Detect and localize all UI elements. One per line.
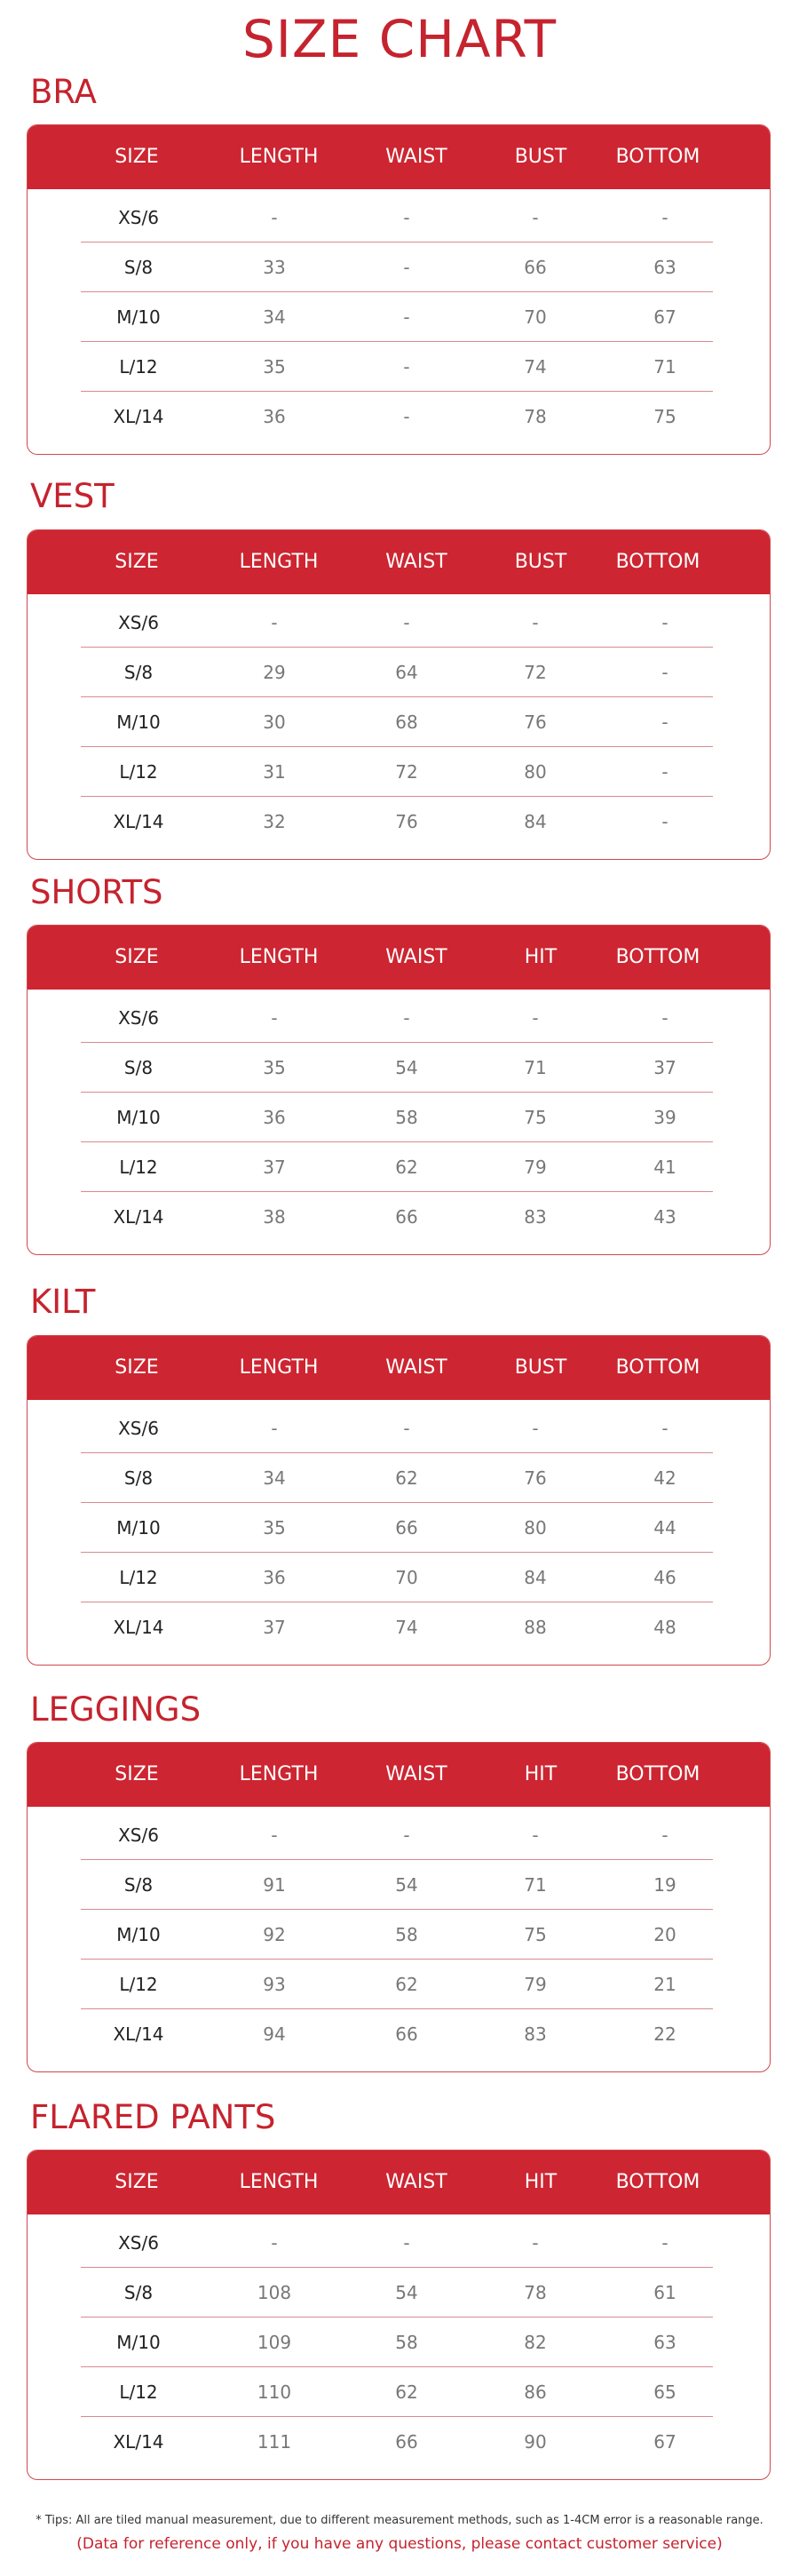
measurement-cell: -: [661, 1418, 668, 1439]
table-row: [28, 2318, 770, 2367]
measurement-cell: -: [661, 1007, 668, 1029]
size-label: XS/6: [118, 1007, 159, 1029]
measurement-cell: 75: [653, 406, 676, 427]
size-label: XL/14: [113, 1206, 164, 1228]
table-row: [28, 1043, 770, 1093]
measurement-cell: 62: [395, 1467, 418, 1489]
column-header: WAIST: [385, 1763, 447, 1785]
measurement-cell: 58: [395, 1107, 418, 1128]
measurement-cell: 31: [263, 761, 286, 783]
size-table: [27, 1335, 771, 1666]
size-label: XS/6: [118, 612, 159, 633]
table-row: [28, 1403, 770, 1453]
table-row: [28, 1142, 770, 1192]
size-label: XL/14: [113, 811, 164, 832]
measurement-cell: 68: [395, 712, 418, 733]
measurement-cell: -: [403, 406, 410, 427]
table-row: [28, 2218, 770, 2268]
column-header: BUST: [514, 551, 567, 573]
measurement-cell: 76: [395, 811, 418, 832]
measurement-cell: 37: [263, 1617, 286, 1638]
measurement-cell: 110: [257, 2381, 292, 2403]
size-label: M/10: [116, 1517, 161, 1538]
measurement-cell: -: [271, 2232, 278, 2254]
measurement-tips: * Tips: All are tiled manual measurement, due to different measurement methods, such as 1-4CM error is a reasonable range.: [36, 2514, 763, 2527]
size-label: S/8: [123, 1057, 154, 1078]
measurement-cell: 22: [653, 2023, 676, 2045]
section-title: FLARED PANTS: [30, 2098, 276, 2136]
measurement-cell: 75: [524, 1107, 547, 1128]
measurement-cell: -: [661, 761, 668, 783]
measurement-cell: 48: [653, 1617, 676, 1638]
measurement-cell: 66: [395, 1206, 418, 1228]
measurement-cell: 46: [653, 1567, 676, 1588]
measurement-cell: 58: [395, 1924, 418, 1945]
size-label: L/12: [119, 1157, 158, 1178]
measurement-cell: 34: [263, 1467, 286, 1489]
column-header: LENGTH: [239, 946, 319, 968]
size-table: [27, 529, 771, 860]
size-label: XS/6: [118, 207, 159, 228]
table-row: [28, 1093, 770, 1142]
section-title: BRA: [30, 73, 97, 111]
measurement-cell: 76: [524, 712, 547, 733]
reference-note: (Data for reference only, if you have any questions, please contact customer service): [76, 2535, 723, 2553]
measurement-cell: 78: [524, 406, 547, 427]
table-row: [28, 1810, 770, 1860]
size-label: M/10: [116, 712, 161, 733]
measurement-cell: 79: [524, 1157, 547, 1178]
measurement-cell: 82: [524, 2332, 547, 2353]
measurement-cell: 54: [395, 1874, 418, 1896]
measurement-cell: -: [271, 1418, 278, 1439]
measurement-cell: 62: [395, 1157, 418, 1178]
table-row: [28, 2009, 770, 2059]
measurement-cell: -: [403, 1418, 410, 1439]
measurement-cell: 74: [524, 356, 547, 378]
column-header: BOTTOM: [615, 2171, 700, 2193]
measurement-cell: 80: [524, 761, 547, 783]
column-header: SIZE: [115, 1356, 159, 1379]
measurement-cell: 65: [653, 2381, 676, 2403]
measurement-cell: 79: [524, 1974, 547, 1995]
table-row: [28, 993, 770, 1043]
section-title: LEGGINGS: [30, 1690, 202, 1729]
column-header: HIT: [524, 946, 558, 968]
measurement-cell: -: [661, 662, 668, 683]
measurement-cell: 66: [395, 2023, 418, 2045]
table-row: [28, 648, 770, 697]
column-header: SIZE: [115, 1763, 159, 1785]
measurement-cell: 41: [653, 1157, 676, 1178]
column-header: WAIST: [385, 2171, 447, 2193]
size-label: XS/6: [118, 1825, 159, 1846]
measurement-cell: -: [271, 612, 278, 633]
measurement-cell: -: [403, 612, 410, 633]
measurement-cell: 76: [524, 1467, 547, 1489]
size-label: XL/14: [113, 2023, 164, 2045]
table-row: [28, 1503, 770, 1553]
measurement-cell: -: [532, 1825, 539, 1846]
measurement-cell: 66: [395, 2431, 418, 2453]
measurement-cell: -: [532, 207, 539, 228]
measurement-cell: -: [403, 1007, 410, 1029]
measurement-cell: 67: [653, 2431, 676, 2453]
table-row: [28, 2367, 770, 2417]
table-header: [28, 926, 770, 990]
measurement-cell: 75: [524, 1924, 547, 1945]
measurement-cell: 64: [395, 662, 418, 683]
measurement-cell: 84: [524, 811, 547, 832]
column-header: WAIST: [385, 1356, 447, 1379]
column-header: BOTTOM: [615, 551, 700, 573]
measurement-cell: 70: [395, 1567, 418, 1588]
section-title: KILT: [30, 1283, 96, 1321]
measurement-cell: 94: [263, 2023, 286, 2045]
measurement-cell: 21: [653, 1974, 676, 1995]
column-header: WAIST: [385, 551, 447, 573]
size-label: M/10: [116, 1107, 161, 1128]
table-row: [28, 2417, 770, 2467]
table-header: [28, 1743, 770, 1807]
column-header: SIZE: [115, 551, 159, 573]
measurement-cell: -: [271, 1007, 278, 1029]
size-label: L/12: [119, 2381, 158, 2403]
measurement-cell: -: [661, 207, 668, 228]
size-label: S/8: [123, 2282, 154, 2303]
measurement-cell: 70: [524, 306, 547, 328]
measurement-cell: -: [661, 612, 668, 633]
measurement-cell: -: [403, 207, 410, 228]
size-table: [27, 124, 771, 455]
size-label: L/12: [119, 356, 158, 378]
size-label: S/8: [123, 257, 154, 278]
size-label: M/10: [116, 2332, 161, 2353]
table-row: [28, 747, 770, 797]
section-title: VEST: [30, 477, 115, 515]
measurement-cell: 90: [524, 2431, 547, 2453]
measurement-cell: 88: [524, 1617, 547, 1638]
measurement-cell: 61: [653, 2282, 676, 2303]
measurement-cell: 36: [263, 1567, 286, 1588]
measurement-cell: 36: [263, 406, 286, 427]
measurement-cell: 71: [524, 1874, 547, 1896]
measurement-cell: -: [532, 612, 539, 633]
column-header: LENGTH: [239, 1763, 319, 1785]
column-header: SIZE: [115, 146, 159, 168]
measurement-cell: -: [271, 1825, 278, 1846]
table-header: [28, 1336, 770, 1400]
measurement-cell: 63: [653, 2332, 676, 2353]
measurement-cell: 33: [263, 257, 286, 278]
measurement-cell: 35: [263, 356, 286, 378]
measurement-cell: 111: [257, 2431, 292, 2453]
size-label: M/10: [116, 306, 161, 328]
measurement-cell: 83: [524, 2023, 547, 2045]
measurement-cell: 93: [263, 1974, 286, 1995]
column-header: LENGTH: [239, 551, 319, 573]
measurement-cell: 71: [653, 356, 676, 378]
page-title: SIZE CHART: [241, 9, 558, 69]
table-header: [28, 530, 770, 594]
table-row: [28, 2268, 770, 2318]
column-header: LENGTH: [239, 146, 319, 168]
table-row: [28, 1910, 770, 1960]
table-row: [28, 697, 770, 747]
size-label: M/10: [116, 1924, 161, 1945]
measurement-cell: 72: [395, 761, 418, 783]
measurement-cell: 78: [524, 2282, 547, 2303]
size-table: [27, 925, 771, 1255]
measurement-cell: 20: [653, 1924, 676, 1945]
measurement-cell: -: [661, 2232, 668, 2254]
measurement-cell: -: [403, 306, 410, 328]
table-row: [28, 1860, 770, 1910]
table-row: [28, 1192, 770, 1242]
measurement-cell: 62: [395, 1974, 418, 1995]
measurement-cell: -: [403, 1825, 410, 1846]
column-header: SIZE: [115, 946, 159, 968]
column-header: BOTTOM: [615, 946, 700, 968]
measurement-cell: 37: [653, 1057, 676, 1078]
column-header: SIZE: [115, 2171, 159, 2193]
measurement-cell: 36: [263, 1107, 286, 1128]
table-row: [28, 1602, 770, 1652]
column-header: BUST: [514, 146, 567, 168]
measurement-cell: -: [532, 2232, 539, 2254]
measurement-cell: 108: [257, 2282, 292, 2303]
column-header: WAIST: [385, 946, 447, 968]
measurement-cell: 63: [653, 257, 676, 278]
measurement-cell: 54: [395, 1057, 418, 1078]
measurement-cell: 29: [263, 662, 286, 683]
size-label: XS/6: [118, 2232, 159, 2254]
size-label: S/8: [123, 662, 154, 683]
table-header: [28, 125, 770, 189]
size-label: XL/14: [113, 2431, 164, 2453]
measurement-cell: 62: [395, 2381, 418, 2403]
column-header: BOTTOM: [615, 1356, 700, 1379]
table-row: [28, 292, 770, 342]
measurement-cell: 43: [653, 1206, 676, 1228]
size-label: S/8: [123, 1467, 154, 1489]
size-label: L/12: [119, 1974, 158, 1995]
section-title: SHORTS: [30, 873, 163, 911]
measurement-cell: 30: [263, 712, 286, 733]
measurement-cell: 54: [395, 2282, 418, 2303]
measurement-cell: 39: [653, 1107, 676, 1128]
column-header: WAIST: [385, 146, 447, 168]
table-row: [28, 193, 770, 242]
table-row: [28, 392, 770, 441]
measurement-cell: 91: [263, 1874, 286, 1896]
measurement-cell: 86: [524, 2381, 547, 2403]
measurement-cell: 34: [263, 306, 286, 328]
measurement-cell: 66: [524, 257, 547, 278]
measurement-cell: 19: [653, 1874, 676, 1896]
measurement-cell: -: [271, 207, 278, 228]
column-header: BOTTOM: [615, 1763, 700, 1785]
measurement-cell: 71: [524, 1057, 547, 1078]
size-label: XS/6: [118, 1418, 159, 1439]
table-row: [28, 242, 770, 292]
size-table: [27, 1742, 771, 2072]
measurement-cell: 72: [524, 662, 547, 683]
column-header: HIT: [524, 2171, 558, 2193]
measurement-cell: 38: [263, 1206, 286, 1228]
column-header: HIT: [524, 1763, 558, 1785]
measurement-cell: 84: [524, 1567, 547, 1588]
measurement-cell: 74: [395, 1617, 418, 1638]
measurement-cell: -: [403, 356, 410, 378]
measurement-cell: 42: [653, 1467, 676, 1489]
size-label: XL/14: [113, 406, 164, 427]
measurement-cell: -: [661, 1825, 668, 1846]
measurement-cell: -: [661, 712, 668, 733]
measurement-cell: 37: [263, 1157, 286, 1178]
table-row: [28, 1960, 770, 2009]
measurement-cell: 67: [653, 306, 676, 328]
column-header: LENGTH: [239, 1356, 319, 1379]
measurement-cell: 109: [257, 2332, 292, 2353]
size-label: S/8: [123, 1874, 154, 1896]
column-header: BOTTOM: [615, 146, 700, 168]
measurement-cell: -: [403, 2232, 410, 2254]
measurement-cell: 58: [395, 2332, 418, 2353]
size-label: L/12: [119, 761, 158, 783]
table-row: [28, 1553, 770, 1602]
measurement-cell: -: [532, 1007, 539, 1029]
measurement-cell: -: [532, 1418, 539, 1439]
size-label: XL/14: [113, 1617, 164, 1638]
table-row: [28, 797, 770, 847]
table-row: [28, 1453, 770, 1503]
measurement-cell: 80: [524, 1517, 547, 1538]
table-row: [28, 342, 770, 392]
size-label: L/12: [119, 1567, 158, 1588]
measurement-cell: 66: [395, 1517, 418, 1538]
table-header: [28, 2151, 770, 2214]
measurement-cell: 92: [263, 1924, 286, 1945]
column-header: LENGTH: [239, 2171, 319, 2193]
column-header: BUST: [514, 1356, 567, 1379]
measurement-cell: -: [661, 811, 668, 832]
measurement-cell: 44: [653, 1517, 676, 1538]
measurement-cell: 35: [263, 1057, 286, 1078]
measurement-cell: -: [403, 257, 410, 278]
size-table: [27, 2150, 771, 2480]
measurement-cell: 35: [263, 1517, 286, 1538]
table-row: [28, 598, 770, 648]
measurement-cell: 32: [263, 811, 286, 832]
measurement-cell: 83: [524, 1206, 547, 1228]
